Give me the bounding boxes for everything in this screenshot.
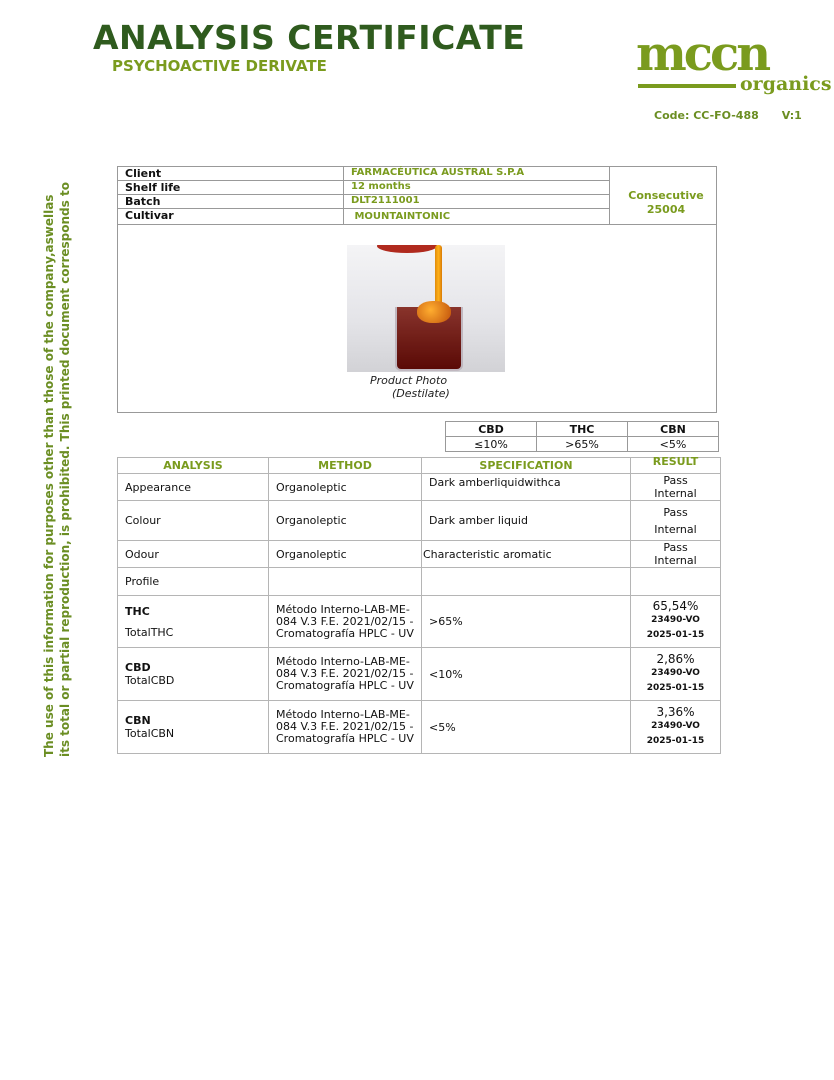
result-value: 65,54% <box>652 599 699 613</box>
result-cell <box>631 474 721 501</box>
table-row <box>118 648 721 701</box>
shelf-life-row <box>118 181 610 195</box>
empty-cell <box>631 568 721 596</box>
analysis-cell: Odour <box>118 541 269 568</box>
method-cell: Organoleptic <box>269 541 422 568</box>
cultivar-row <box>118 209 610 223</box>
batch-value: DLT2111001 <box>351 195 420 206</box>
spec-cell: >65% <box>422 596 631 648</box>
photo-caption: Product Photo <box>370 374 448 387</box>
batch-row <box>118 195 610 209</box>
cannabinoid-summary-table <box>445 421 719 452</box>
batch-label: Batch <box>125 195 161 208</box>
cannabinoid-header: THC <box>537 422 628 437</box>
spec-cell: Dark amberliquidwithca <box>422 474 631 501</box>
column-header-result-label: RESULT <box>652 455 699 468</box>
result-reference: 23490-VO <box>651 720 700 731</box>
client-label: Client <box>125 167 162 180</box>
result-source: Internal <box>654 487 697 500</box>
result-status: Pass <box>663 505 688 519</box>
analysis-cell: Appearance <box>118 474 269 501</box>
logo-sub-text: organics <box>740 73 832 95</box>
method-cell: Método Interno-LAB-ME-084 V.3 F.E. 2021/02/15 - Cromatografía HPLC - UV <box>269 648 422 701</box>
analysis-cell <box>118 701 269 754</box>
cannabinoid-header: CBN <box>628 422 719 437</box>
client-value: FARMACÉUTICA AUSTRAL S.P.A <box>351 167 525 178</box>
compound-total: TotalCBN <box>125 727 175 740</box>
result-status: Pass <box>663 474 688 487</box>
column-header-result <box>631 455 721 474</box>
analysis-table <box>117 457 721 754</box>
cultivar-label: Cultivar <box>125 209 174 222</box>
method-cell: Método Interno-LAB-ME-084 V.3 F.E. 2021/02/15 - Cromatografía HPLC - UV <box>269 596 422 648</box>
table-row <box>118 474 721 501</box>
method-cell: Método Interno-LAB-ME-084 V.3 F.E. 2021/02/15 - Cromatografía HPLC - UV <box>269 701 422 754</box>
result-status: Pass <box>663 541 688 554</box>
table-row <box>118 701 721 754</box>
method-cell: Organoleptic <box>269 474 422 501</box>
divider <box>118 224 716 225</box>
product-photo <box>347 245 505 372</box>
result-source: Internal <box>654 522 697 536</box>
result-date: 2025-01-15 <box>646 682 705 693</box>
legal-notice <box>41 182 73 757</box>
column-header-specification: SPECIFICATION <box>422 458 631 474</box>
compound-total: TotalCBD <box>125 674 175 687</box>
spec-cell: Characteristic aromatic <box>422 541 631 568</box>
empty-cell <box>422 568 631 596</box>
compound-name: THC <box>125 604 150 618</box>
table-row <box>118 568 721 596</box>
photo-caption-sub: (Destilate) <box>392 387 450 400</box>
result-date: 2025-01-15 <box>646 735 705 746</box>
company-logo <box>636 26 832 100</box>
photo-honey-blob <box>417 301 451 323</box>
logo-main-text: mccn <box>636 26 769 82</box>
result-date: 2025-01-15 <box>646 630 705 640</box>
cannabinoid-value: <5% <box>628 437 719 452</box>
method-cell: Organoleptic <box>269 501 422 541</box>
spec-cell: Dark amber liquid <box>422 501 631 541</box>
consecutive-value: 25004 <box>646 203 686 216</box>
divider <box>343 167 344 224</box>
document-code: Code: CC-FO-488 V:1 <box>654 109 802 122</box>
page-subtitle: PSYCHOACTIVE DERIVATE <box>112 57 327 75</box>
client-row <box>118 167 610 181</box>
table-header-row <box>118 458 721 474</box>
result-value: 3,36% <box>656 704 695 719</box>
column-header-method: METHOD <box>269 458 422 474</box>
client-info-box <box>117 166 717 413</box>
page-title: ANALYSIS CERTIFICATE <box>93 18 526 57</box>
logo-underline <box>638 84 736 88</box>
table-row <box>118 501 721 541</box>
compound-name: CBD <box>125 661 151 674</box>
spec-cell: <10% <box>422 648 631 701</box>
compound-total: TotalTHC <box>125 625 174 639</box>
result-reference: 23490-VO <box>651 615 700 625</box>
result-source: Internal <box>654 554 697 567</box>
result-reference: 23490-VO <box>651 667 700 678</box>
shelf-life-label: Shelf life <box>125 181 181 194</box>
result-cell <box>631 501 721 541</box>
cannabinoid-value: >65% <box>537 437 628 452</box>
photo-spoon <box>377 245 437 253</box>
result-cell <box>631 596 721 648</box>
table-row <box>118 541 721 568</box>
consecutive-label: Consecutive <box>628 189 704 202</box>
shelf-life-value: 12 months <box>351 181 411 192</box>
legal-notice-line-1: The use of this information for purposes other than those of the company,aswellas <box>42 194 56 757</box>
result-cell <box>631 701 721 754</box>
analysis-cell: Colour <box>118 501 269 541</box>
cultivar-value: MOUNTAINTONIC <box>351 211 451 222</box>
table-row <box>118 596 721 648</box>
analysis-cell <box>118 596 269 648</box>
legal-notice-line-2: its total or partial reproduction, is prohibited. This printed document corresponds to <box>58 182 72 757</box>
spec-cell: <5% <box>422 701 631 754</box>
result-cell <box>631 648 721 701</box>
result-cell <box>631 541 721 568</box>
compound-name: CBN <box>125 714 151 727</box>
profile-label: Profile <box>118 568 269 596</box>
column-header-analysis: ANALYSIS <box>118 458 269 474</box>
analysis-cell <box>118 648 269 701</box>
divider <box>609 167 610 224</box>
empty-cell <box>269 568 422 596</box>
cannabinoid-value: ≤10% <box>446 437 537 452</box>
cannabinoid-header: CBD <box>446 422 537 437</box>
consecutive-block <box>618 189 714 217</box>
result-value: 2,86% <box>656 651 695 666</box>
